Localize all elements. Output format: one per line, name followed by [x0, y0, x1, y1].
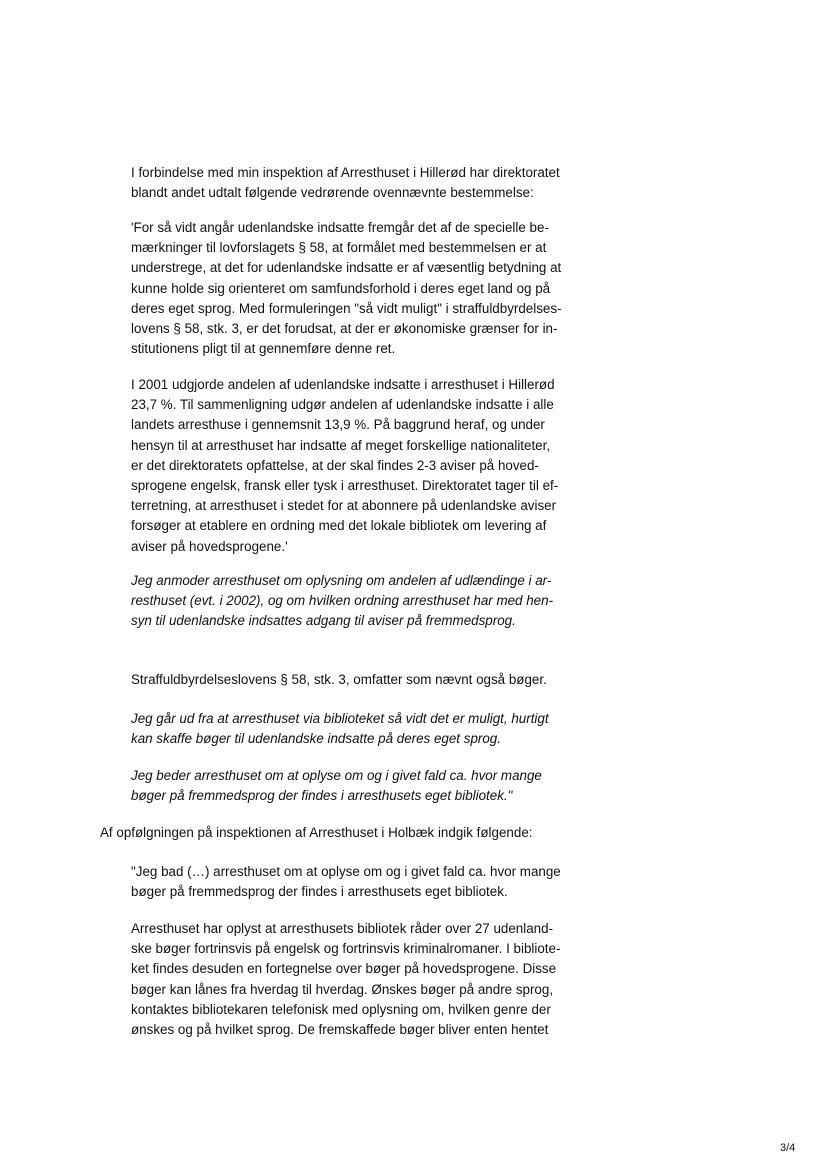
paragraph-request-books [131, 766, 542, 806]
text-line: Straffuldbyrdelseslovens § 58, stk. 3, omfatter som nævnt også bøger. [131, 672, 547, 687]
text-line: understrege, at det for udenlandske indsatte er af væsentlig betydning at [131, 260, 562, 276]
text-line: Jeg anmoder arresthuset om oplysning om andelen af udlændinge i ar- [131, 573, 552, 588]
text-line: sprogene engelsk, fransk eller tysk i arresthuset. Direktoratet tager til ef- [131, 478, 559, 494]
text-line: mærkninger til lovforslagets § 58, at formålet med bestemmelsen er at [131, 240, 547, 256]
text-line: bøger kan lånes fra hverdag til hverdag. Ønskes bøger på andre sprog, [131, 981, 554, 997]
text-line: er det direktoratets opfattelse, at der skal findes 2-3 aviser på hoved- [131, 457, 539, 473]
text-line: forsøger at etablere en ordning med det lokale bibliotek om levering af [131, 518, 547, 534]
text-line: bøger på fremmedsprog der findes i arresthusets eget bibliotek. [131, 884, 508, 900]
text-line: Jeg går ud fra at arresthuset via biblioteket så vidt det er muligt, hurtigt [131, 711, 549, 726]
text-line: bøger på fremmedsprog der findes i arresthusets eget bibliotek." [131, 788, 513, 804]
text-line: Jeg beder arresthuset om at oplyse om og i givet fald ca. hvor mange [131, 768, 542, 783]
text-line: lovens § 58, stk. 3, er det forudsat, at der er økonomiske grænser for in- [131, 321, 558, 337]
text-line: "Jeg bad (…) arresthuset om at oplyse om og i givet fald ca. hvor mange [131, 864, 561, 879]
text-line: I 2001 udgjorde andelen af udenlandske indsatte i arresthuset i Hillerød [131, 377, 555, 392]
page-number: 3/4 [780, 1142, 796, 1154]
paragraph-statistics [131, 375, 558, 557]
text-line: aviser på hovedsprogene.' [131, 538, 288, 554]
text-line: deres eget sprog. Med formuleringen "så vidt muligt" i straffuldbyrdelses- [131, 300, 562, 316]
text-line: landets arresthuse i gennemsnit 13,9 %. På baggrund heraf, og under [131, 417, 545, 433]
paragraph-holbaek-intro [100, 823, 532, 843]
paragraph-assumption-books [131, 709, 549, 749]
paragraph-holbaek-quote [131, 862, 561, 902]
text-line: ønskes og på hvilket sprog. De fremskaffede bøger bliver enten hentet [131, 1022, 549, 1038]
paragraph-intro [131, 163, 560, 203]
text-line: blandt andet udtalt følgende vedrørende ovennævnte bestemmelse: [131, 185, 534, 201]
text-line: 23,7 %. Til sammenligning udgør andelen af udenlandske indsatte i alle [131, 397, 554, 413]
text-line: Af opfølgningen på inspektionen af Arresthuset i Holbæk indgik følgende: [100, 825, 533, 840]
paragraph-request-newspapers [131, 571, 553, 632]
text-line: hensyn til at arresthuset har indsatte af meget forskellige nationaliteter, [131, 437, 551, 453]
text-line: 'For så vidt angår udenlandske indsatte fremgår det af de specielle be- [131, 220, 549, 235]
paragraph-quote-directorate [131, 218, 562, 359]
text-line: kontaktes bibliotekaren telefonisk med oplysning om, hvilken genre der [131, 1001, 551, 1017]
text-line: Arresthuset har oplyst at arresthusets bibliotek råder over 27 udenland- [131, 921, 554, 936]
text-line: kunne holde sig orienteret om samfundsforhold i deres eget land og på [131, 280, 551, 296]
text-line: ske bøger fortrinsvis på engelsk og fortrinsvis kriminalromaner. I bibliote- [131, 941, 561, 957]
text-line: ket findes desuden en fortegnelse over bøger på hovedsprogene. Disse [131, 961, 557, 977]
text-line: I forbindelse med min inspektion af Arresthuset i Hillerød har direktoratet [131, 165, 560, 180]
paragraph-holbaek-library [131, 919, 560, 1040]
text-line: syn til udenlandske indsattes adgang til aviser på fremmedsprog. [131, 613, 516, 629]
text-line: terretning, at arresthuset i stedet for at abonnere på udenlandske aviser [131, 498, 557, 514]
text-line: resthuset (evt. i 2002), og om hvilken ordning arresthuset har med hen- [131, 593, 554, 609]
paragraph-books-law [131, 670, 547, 690]
text-line: kan skaffe bøger til udenlandske indsatte på deres eget sprog. [131, 731, 501, 747]
text-line: stitutionens pligt til at gennemføre denne ret. [131, 341, 396, 357]
